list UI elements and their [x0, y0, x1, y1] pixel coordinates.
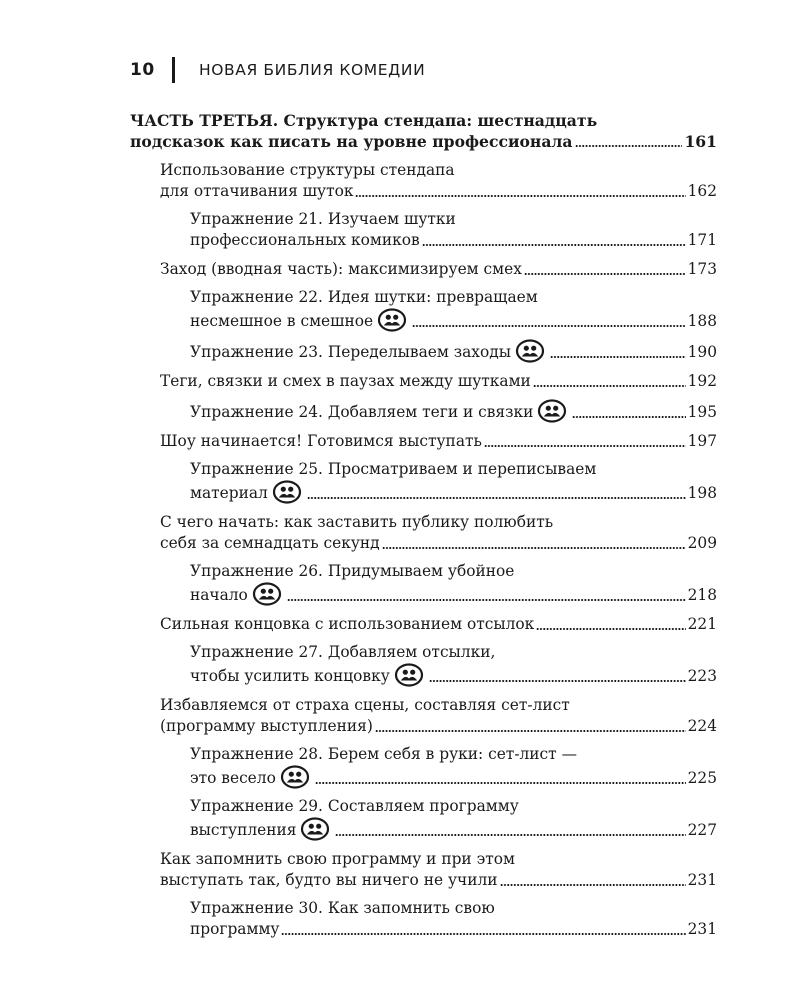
dot-leader [307, 497, 686, 499]
toc-page-number: 198 [687, 484, 717, 502]
dot-leader [335, 834, 685, 836]
toc-chapter-entry[interactable]: Шоу начинается! Готовимся выступать 197 [160, 432, 717, 450]
toc-page-number: 161 [684, 132, 717, 151]
toc-page-number: 218 [687, 586, 717, 604]
toc-exercise-entry[interactable]: Упражнение 26. Придумываем убойное начало 218 [190, 562, 717, 604]
toc-page-number: 188 [687, 312, 717, 330]
dot-leader [536, 628, 685, 630]
dot-leader [550, 356, 686, 358]
toc-part-entry[interactable]: ЧАСТЬ ТРЕТЬЯ. Структура стендапа: шестнадцать подсказок как писать на уровне профессионала 161 [130, 111, 717, 151]
toc-page-number: 221 [687, 615, 717, 633]
toc-page-number: 173 [687, 260, 717, 278]
dot-leader [429, 680, 686, 682]
toc-page-number: 197 [687, 432, 717, 450]
toc-page-number: 231 [687, 920, 717, 938]
group-people-icon [394, 663, 424, 687]
toc-page-number: 192 [687, 372, 717, 390]
page-number: 10 [130, 60, 155, 80]
dot-leader [382, 547, 686, 549]
group-people-icon [515, 339, 545, 363]
group-people-icon [300, 817, 330, 841]
toc-exercise-entry[interactable]: Упражнение 24. Добавляем теги и связки 195 [130, 399, 717, 423]
dot-leader [287, 599, 686, 601]
toc-page-number: 224 [687, 717, 717, 735]
toc-chapter-entry[interactable]: Избавляемся от страха сцены, составляя сет-лист (программу выступления) 224 [160, 696, 717, 735]
toc-page-number: 171 [687, 231, 717, 249]
dot-leader [484, 445, 686, 447]
dot-leader [422, 244, 686, 246]
group-people-icon [537, 399, 567, 423]
group-people-icon [280, 765, 310, 789]
toc-page-number: 227 [687, 821, 717, 839]
table-of-contents [130, 110, 717, 940]
toc-chapter-entry[interactable]: Заход (вводная часть): максимизируем смех 173 [160, 260, 717, 278]
dot-leader [572, 416, 685, 418]
toc-chapter-entry[interactable]: Использование структуры стендапа для оттачивания шуток 162 [160, 161, 717, 200]
toc-page-number: 162 [687, 182, 717, 200]
toc-exercise-entry[interactable]: Упражнение 22. Идея шутки: превращаем несмешное в смешное 188 [190, 288, 717, 330]
toc-exercise-entry[interactable]: Упражнение 21. Изучаем шутки профессиональных комиков 171 [190, 210, 717, 249]
toc-page-number: 209 [687, 534, 717, 552]
dot-leader [315, 782, 686, 784]
toc-chapter-entry[interactable]: Сильная концовка с использованием отсылок 221 [160, 615, 717, 633]
toc-exercise-entry[interactable]: Упражнение 23. Переделываем заходы 190 [130, 339, 717, 363]
header-divider [172, 57, 175, 83]
toc-page-number: 190 [687, 343, 717, 361]
toc-chapter-entry[interactable]: Как запомнить свою программу и при этом выступать так, будто вы ничего не учили 231 [160, 850, 717, 889]
running-header [130, 56, 425, 84]
running-title: НОВАЯ БИБЛИЯ КОМЕДИИ [199, 61, 426, 79]
dot-leader [575, 145, 683, 147]
toc-chapter-entry[interactable]: Теги, связки и смех в паузах между шутками 192 [160, 372, 717, 390]
toc-exercise-entry[interactable]: Упражнение 28. Берем себя в руки: сет-лист — это весело 225 [190, 745, 717, 787]
toc-exercise-entry[interactable]: Упражнение 30. Как запомнить свою программу 231 [190, 899, 717, 938]
toc-exercise-entry[interactable]: Упражнение 27. Добавляем отсылки, чтобы усилить концовку 223 [190, 643, 717, 685]
dot-leader [524, 273, 686, 275]
toc-chapter-entry[interactable]: С чего начать: как заставить публику полюбить себя за семнадцать секунд 209 [160, 513, 717, 552]
group-people-icon [377, 308, 407, 332]
dot-leader [533, 385, 686, 387]
toc-page-number: 195 [687, 403, 717, 421]
group-people-icon [252, 582, 282, 606]
toc-exercise-entry[interactable]: Упражнение 25. Просматриваем и переписываем материал 198 [190, 460, 717, 502]
toc-exercise-entry[interactable]: Упражнение 29. Составляем программу выступления 227 [190, 797, 717, 839]
dot-leader [355, 195, 685, 197]
dot-leader [500, 884, 686, 886]
toc-page-number: 225 [687, 769, 717, 787]
dot-leader [375, 730, 686, 732]
toc-page-number: 231 [687, 871, 717, 889]
group-people-icon [272, 480, 302, 504]
dot-leader [281, 933, 685, 935]
toc-page-number: 223 [687, 667, 717, 685]
dot-leader [412, 325, 686, 327]
